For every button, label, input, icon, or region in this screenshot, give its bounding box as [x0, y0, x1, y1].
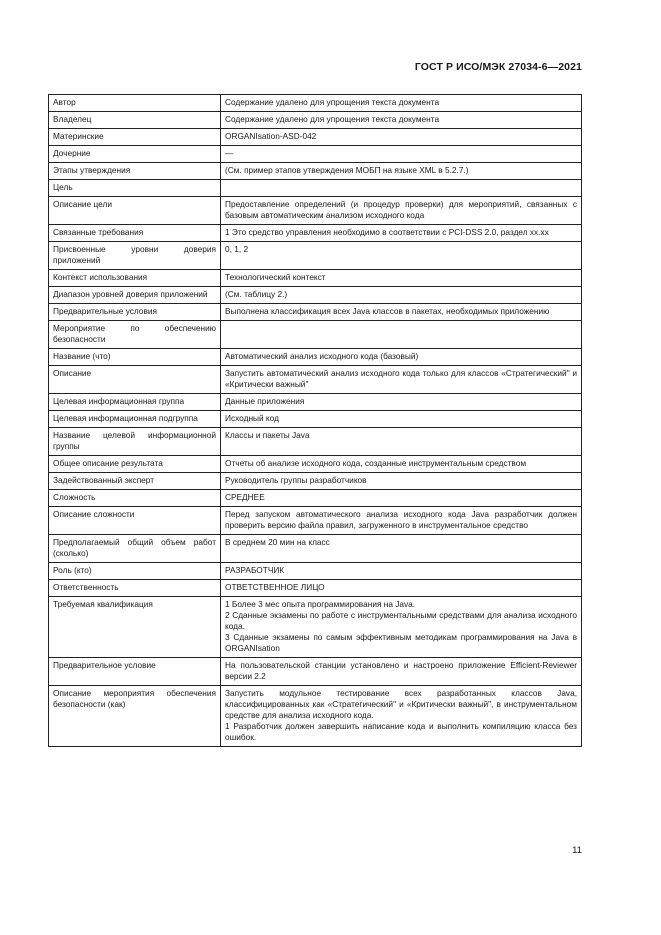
row-value: Перед запуском автоматического анализа исходного кода Java разработчик должен проверить версию файла правил, загруженного в инструментальное средство — [221, 507, 582, 535]
table-row — [49, 394, 582, 411]
value-line: 1 Более 3 мес опыта программирования на Java. — [225, 599, 416, 609]
row-label: Задействованный эксперт — [49, 473, 221, 490]
row-value: На пользовательской станции установлено и настроено приложение Efficient-Reviewer версии 2.2 — [221, 658, 582, 686]
table-row — [49, 411, 582, 428]
table-row — [49, 349, 582, 366]
row-value: Автоматический анализ исходного кода (базовый) — [221, 349, 582, 366]
table-row — [49, 507, 582, 535]
value-line: Запустить модульное тестирование всех разработанных классов Java, классифицированных как «Стратегический" и «Критически важный", в инструментальном средстве для анализа исходного кода. — [225, 688, 577, 720]
row-value: Технологический контекст — [221, 270, 582, 287]
table-row — [49, 321, 582, 349]
row-label: Роль (кто) — [49, 563, 221, 580]
row-label: Общее описание результата — [49, 456, 221, 473]
row-label: Предполагаемый общий объем работ (сколько) — [49, 535, 221, 563]
table-row — [49, 304, 582, 321]
table-row — [49, 366, 582, 394]
value-line: 1 Разработчик должен завершить написание кода и выполнить компиляцию класса без ошибок. — [225, 721, 577, 742]
value-line: 2 Сданные экзамены по работе с инструментальными средствами для анализа исходного кода. — [225, 610, 577, 631]
row-label: Описание — [49, 366, 221, 394]
row-label: Предварительные условия — [49, 304, 221, 321]
table-row — [49, 686, 582, 747]
table-row — [49, 95, 582, 112]
row-value: Выполнена классификация всех Java классов в пакетах, необходимых приложению — [221, 304, 582, 321]
row-value: (См. таблицу 2.) — [221, 287, 582, 304]
row-value: (См. пример этапов утверждения МОБП на языке XML в 5.2.7.) — [221, 163, 582, 180]
value-line: 3 Сданные экзамены по самым эффективным методикам программирования на Java в ORGANIsation — [225, 632, 577, 653]
row-label: Название целевой информационной группы — [49, 428, 221, 456]
row-value: Данные приложения — [221, 394, 582, 411]
row-label: Сложность — [49, 490, 221, 507]
row-label: Описание мероприятия обеспечения безопасности (как) — [49, 686, 221, 747]
row-label: Владелец — [49, 112, 221, 129]
row-label: Мероприятие по обеспечению безопасности — [49, 321, 221, 349]
row-value: Содержание удалено для упрощения текста документа — [221, 112, 582, 129]
row-label: Целевая информационная подгруппа — [49, 411, 221, 428]
row-label: Связанные требования — [49, 225, 221, 242]
table-row — [49, 456, 582, 473]
row-label: Требуемая квалификация — [49, 597, 221, 658]
table-row — [49, 597, 582, 658]
table-row — [49, 225, 582, 242]
row-value: Запустить автоматический анализ исходного кода только для классов «Стратегический" и «Критически важный" — [221, 366, 582, 394]
table-row — [49, 563, 582, 580]
table-row — [49, 658, 582, 686]
row-value: СРЕДНЕЕ — [221, 490, 582, 507]
row-value — [221, 180, 582, 197]
table-row — [49, 490, 582, 507]
row-label: Этапы утверждения — [49, 163, 221, 180]
table-row — [49, 197, 582, 225]
table-row — [49, 163, 582, 180]
table-row — [49, 473, 582, 490]
row-label: Автор — [49, 95, 221, 112]
row-value — [221, 321, 582, 349]
table-row — [49, 129, 582, 146]
table-row — [49, 287, 582, 304]
table-row — [49, 535, 582, 563]
table-row — [49, 146, 582, 163]
table-row — [49, 242, 582, 270]
row-value: 1 Это средство управления необходимо в соответствии с PCI-DSS 2.0, раздел xx.xx — [221, 225, 582, 242]
row-label: Диапазон уровней доверия приложений — [49, 287, 221, 304]
row-label: Материнские — [49, 129, 221, 146]
table-body — [49, 95, 582, 747]
row-value: РАЗРАБОТЧИК — [221, 563, 582, 580]
row-value: Классы и пакеты Java — [221, 428, 582, 456]
row-value — [221, 597, 582, 658]
row-value — [221, 686, 582, 747]
row-label: Описание цели — [49, 197, 221, 225]
row-label: Целевая информационная группа — [49, 394, 221, 411]
row-value: Исходный код — [221, 411, 582, 428]
row-value: ORGANIsation-ASD-042 — [221, 129, 582, 146]
table-row — [49, 112, 582, 129]
document-header: ГОСТ Р ИСО/МЭК 27034-6—2021 — [414, 61, 582, 73]
row-value: Отчеты об анализе исходного кода, созданные инструментальным средством — [221, 456, 582, 473]
row-label: Дочерние — [49, 146, 221, 163]
row-label: Контекст использования — [49, 270, 221, 287]
row-value: Руководитель группы разработчиков — [221, 473, 582, 490]
table-row — [49, 180, 582, 197]
page-number: 11 — [572, 845, 582, 856]
row-label: Ответственность — [49, 580, 221, 597]
table-row — [49, 580, 582, 597]
row-label: Название (что) — [49, 349, 221, 366]
row-label: Описание сложности — [49, 507, 221, 535]
row-value: ОТВЕТСТВЕННОЕ ЛИЦО — [221, 580, 582, 597]
row-value: — — [221, 146, 582, 163]
row-value: Предоставление определений (и процедур проверки) для мероприятий, связанных с базовым автоматическим анализом исходного кода — [221, 197, 582, 225]
row-value: Содержание удалено для упрощения текста документа — [221, 95, 582, 112]
table-row — [49, 270, 582, 287]
row-label: Присвоенные уровни доверия приложений — [49, 242, 221, 270]
table-row — [49, 428, 582, 456]
row-value: В среднем 20 мин на класс — [221, 535, 582, 563]
control-specification-table — [48, 94, 582, 747]
row-value: 0, 1, 2 — [221, 242, 582, 270]
row-label: Предварительное условие — [49, 658, 221, 686]
row-label: Цель — [49, 180, 221, 197]
